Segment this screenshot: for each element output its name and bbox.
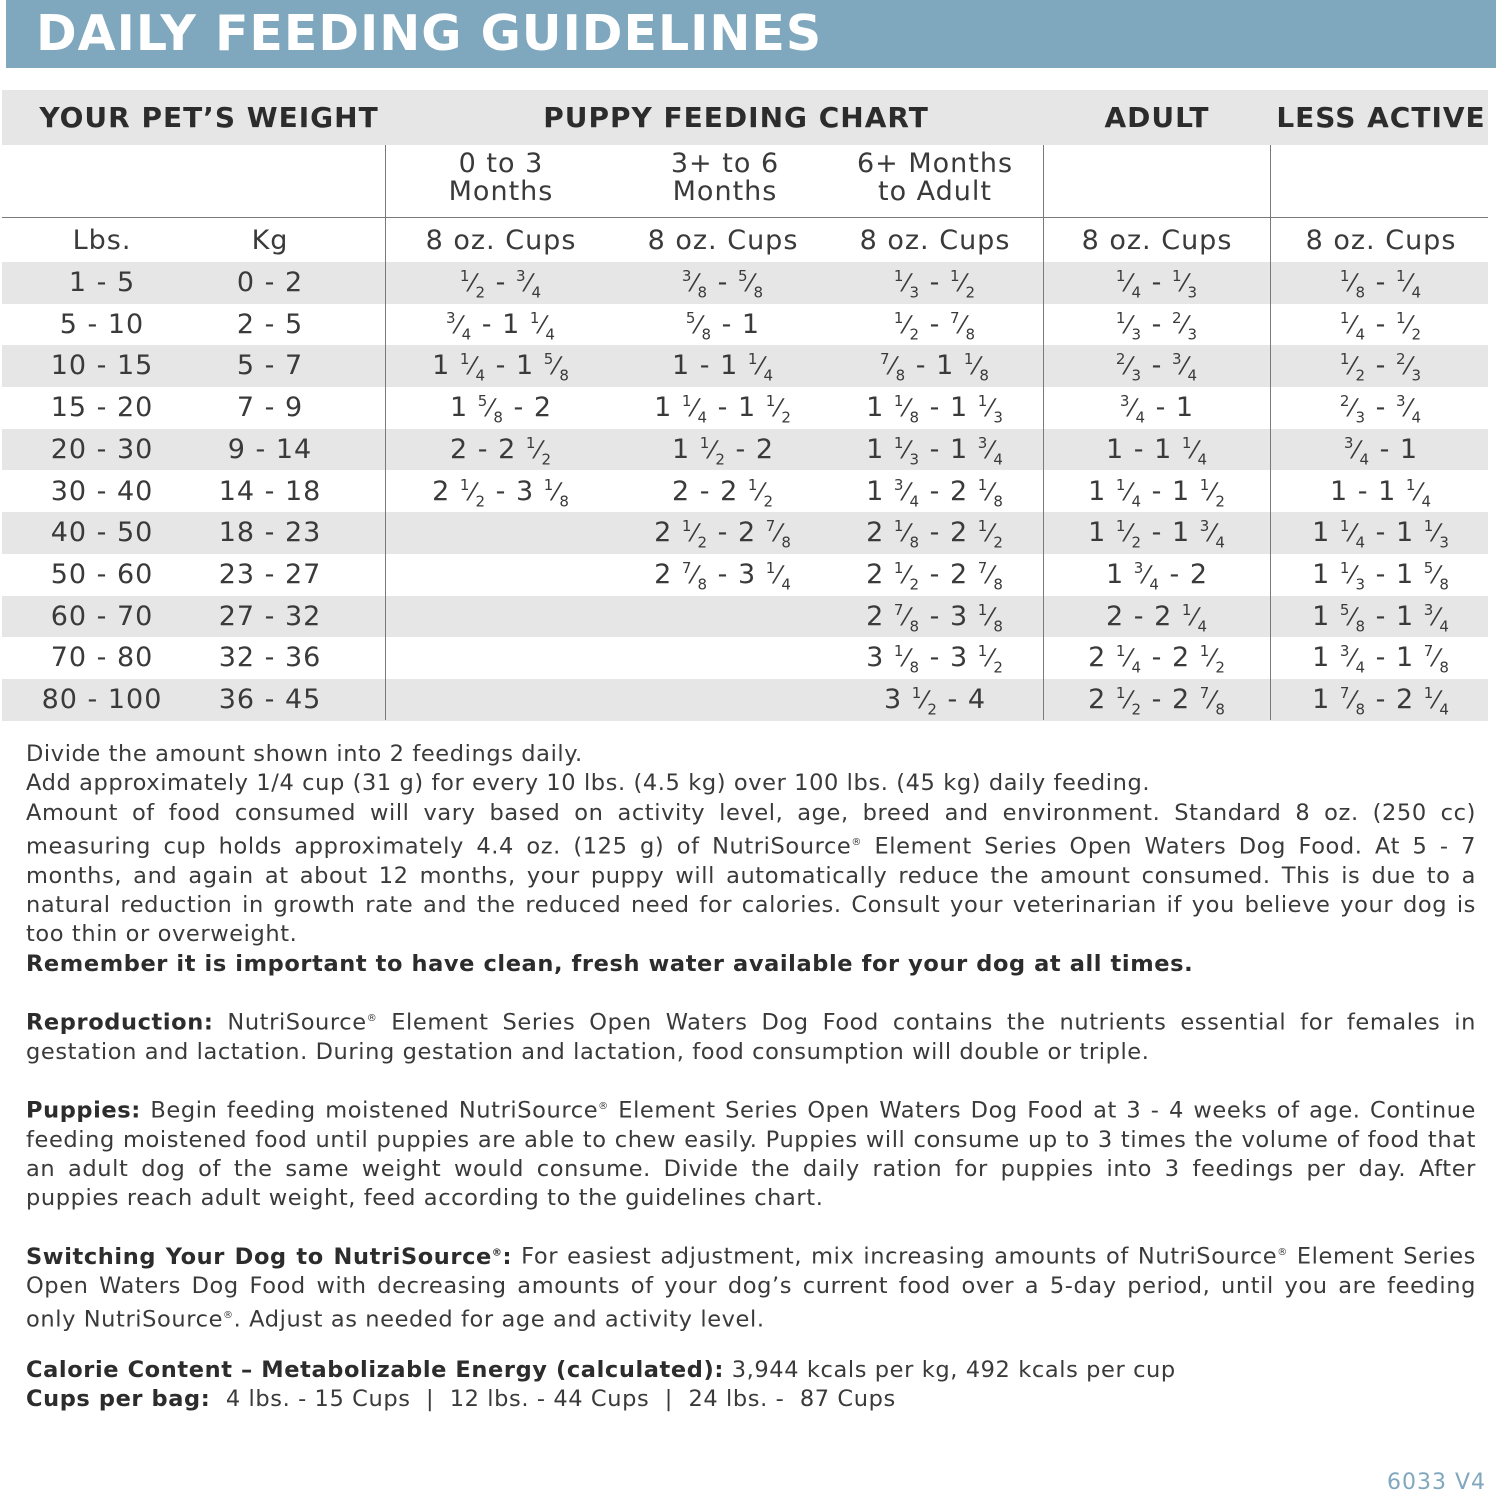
table-cell-cups-adult: 2 $^1⁄_4 - 2$ $^1⁄_2$ bbox=[1088, 642, 1226, 677]
table-cell-cups-less-active: $^3⁄_4 - 1$ bbox=[1343, 433, 1419, 469]
table-cell-cups-3-6 bbox=[608, 679, 838, 721]
table-cell-cups-3-6: 1 $^1⁄_4 - 1$ $^1⁄_2$ bbox=[654, 392, 792, 427]
table-cell-cups-adult: $^1⁄_3$ - $^2⁄_3$ bbox=[1115, 308, 1199, 344]
table-cell-weight-lbs: 30 - 40 bbox=[50, 475, 154, 507]
table-cell-cups-3-6: 2 $^7⁄_8 - 3$ $^1⁄_4$ bbox=[654, 558, 792, 594]
header-weight: YOUR PET’S WEIGHT bbox=[39, 101, 379, 134]
table-cell-cups-3-6: 1 - 1 $^1⁄_4$ bbox=[671, 350, 774, 385]
table-cell-cups-less-active: 1 $^1⁄_4 - 1$ $^1⁄_3$ bbox=[1312, 517, 1450, 552]
table-cell-cups-less-active: 1 $^5⁄_8 - 1$ $^3⁄_4$ bbox=[1312, 600, 1450, 635]
switching-label: Switching Your Dog to NutriSource®: bbox=[26, 1243, 513, 1270]
reproduction-section: Reproduction: NutriSource® Element Series Open Waters Dog Food contains the nutrients essential for females in gestation and lactation. During gestation and lactation, food consumption will double or triple. bbox=[26, 1009, 1476, 1065]
switching-section: Switching Your Dog to NutriSource®: For easiest adjustment, mix increasing amounts of NutriSource® Element Series Open Waters Dog Food with decreasing amounts of your dog’s current food over a 5-day period, until you are feeding only NutriSource®. Adjust as needed for age and activity level. bbox=[26, 1243, 1477, 1333]
table-cell-cups-0-3 bbox=[386, 596, 616, 638]
column-divider bbox=[385, 145, 386, 720]
puppies-label: Puppies: bbox=[26, 1097, 141, 1124]
table-cell-weight-lbs: 5 - 10 bbox=[59, 308, 145, 340]
table-cell-cups-less-active: 1 - 1 $^1⁄_4$ bbox=[1329, 475, 1432, 510]
puppies-section: Puppies: Begin feeding moistened NutriSource® Element Series Open Waters Dog Food at 3 - 4 weeks of age. Continue feeding moistened food until puppies are able to chew easily. Puppies will consume up to 3 times the volume of food that an adult dog of the same weight would consume. Divide the daily ration for puppies into 3 feedings per day. After puppies reach adult weight, feed according to the guidelines chart. bbox=[26, 1097, 1476, 1212]
table-cell-weight-kg: 9 - 14 bbox=[227, 433, 313, 465]
table-cell-cups-0-3: 2 - 2 $^1⁄_2$ bbox=[449, 433, 552, 469]
table-cell-cups-0-3: 1 $^5⁄_8 - 2$ bbox=[449, 392, 552, 427]
note-amount: Amount of food consumed will vary based on activity level, age, breed and environment. Standard 8 oz. (250 cc) measuring cup holds approximately 4.4 oz. (125 g) of NutriSource® Element Series Open Waters Dog Food. At 5 - 7 months, and again at about 12 months, your puppy will automatically reduce the amount consumed. This is due to a natural reduction in growth rate and the reduced need for calories. Consult your veterinarian if you believe your dog is too thin or overweight. bbox=[26, 799, 1477, 948]
note-water: Remember it is important to have clean, fresh water available for your dog at all times. bbox=[26, 950, 1194, 977]
table-cell-weight-kg: 7 - 9 bbox=[236, 392, 304, 424]
feeding-notes bbox=[26, 740, 1476, 979]
table-cell-cups-6-adult: 2 $^1⁄_2 - 2$ $^7⁄_8$ bbox=[866, 558, 1004, 594]
table-cell-cups-adult: 1 $^1⁄_2 - 1$ $^3⁄_4$ bbox=[1088, 517, 1226, 552]
unit-cups-3-6: 8 oz. Cups bbox=[647, 225, 799, 256]
table-cell-weight-kg: 27 - 32 bbox=[218, 600, 322, 632]
table-cell-cups-6-adult: $^1⁄_2$ - $^7⁄_8$ bbox=[893, 308, 977, 344]
cups-per-bag: Cups per bag: 4 lbs. - 15 Cups | 12 lbs. - 44 Cups | 24 lbs. - 87 Cups bbox=[26, 1386, 896, 1413]
table-cell-cups-0-3 bbox=[386, 637, 616, 679]
table-cell-cups-0-3: $^3⁄_4 - 1$ $^1⁄_4$ bbox=[446, 308, 556, 344]
table-cell-weight-kg: 0 - 2 bbox=[236, 267, 304, 298]
table-cell-cups-6-adult: $^1⁄_3$ - $^1⁄_2$ bbox=[893, 267, 977, 302]
table-cell-cups-less-active: 1 $^7⁄_8 - 2$ $^1⁄_4$ bbox=[1312, 684, 1450, 719]
table-cell-cups-3-6: $^5⁄_8 - 1$ bbox=[685, 308, 761, 344]
age-header-6-adult: 6+ Months to Adult bbox=[856, 148, 1014, 207]
table-cell-weight-lbs: 10 - 15 bbox=[50, 350, 154, 382]
table-cell-cups-adult: 2 - 2 $^1⁄_4$ bbox=[1105, 600, 1208, 635]
table-cell-cups-0-3 bbox=[386, 679, 616, 721]
table-cell-cups-adult: $^2⁄_3$ - $^3⁄_4$ bbox=[1115, 350, 1199, 385]
table-cell-weight-kg: 32 - 36 bbox=[218, 642, 322, 674]
table-cell-cups-less-active: 1 $^1⁄_3 - 1$ $^5⁄_8$ bbox=[1312, 558, 1450, 594]
table-cell-cups-3-6: 2 - 2 $^1⁄_2$ bbox=[671, 475, 774, 510]
table-cell-weight-lbs: 60 - 70 bbox=[50, 600, 154, 632]
table-cell-cups-0-3: 1 $^1⁄_4 - 1$ $^5⁄_8$ bbox=[432, 350, 570, 385]
table-cell-cups-less-active: $^2⁄_3$ - $^3⁄_4$ bbox=[1339, 392, 1423, 427]
table-cell-cups-adult: $^3⁄_4 - 1$ bbox=[1119, 392, 1195, 427]
energy-section bbox=[26, 1356, 1476, 1415]
table-cell-weight-lbs: 1 - 5 bbox=[68, 267, 136, 298]
table-cell-cups-less-active: 1 $^3⁄_4 - 1$ $^7⁄_8$ bbox=[1312, 642, 1450, 677]
unit-cups-adult: 8 oz. Cups bbox=[1081, 225, 1233, 256]
page-title: DAILY FEEDING GUIDELINES bbox=[36, 5, 823, 62]
title-banner bbox=[6, 0, 1496, 68]
table-cell-cups-adult: 2 $^1⁄_2 - 2$ $^7⁄_8$ bbox=[1088, 684, 1226, 719]
table-cell-cups-3-6 bbox=[608, 596, 838, 638]
table-cell-cups-less-active: $^1⁄_2$ - $^2⁄_3$ bbox=[1339, 350, 1423, 385]
table-cell-cups-6-adult: 1 $^1⁄_3 - 1$ $^3⁄_4$ bbox=[866, 433, 1004, 469]
table-cell-cups-6-adult: 1 $^1⁄_8 - 1$ $^1⁄_3$ bbox=[866, 392, 1004, 427]
unit-cups-0-3: 8 oz. Cups bbox=[425, 225, 577, 256]
table-cell-cups-less-active: $^1⁄_4$ - $^1⁄_2$ bbox=[1339, 308, 1423, 344]
calorie-content: Calorie Content – Metabolizable Energy (calculated): 3,944 kcals per kg, 492 kcals per cup bbox=[26, 1357, 1176, 1383]
table-cell-cups-6-adult: 1 $^3⁄_4 - 2$ $^1⁄_8$ bbox=[866, 475, 1004, 510]
product-code: 6033 V4 bbox=[1386, 1470, 1486, 1495]
table-cell-weight-kg: 36 - 45 bbox=[218, 684, 322, 715]
table-cell-cups-6-adult: $^7⁄_8 - 1$ $^1⁄_8$ bbox=[880, 350, 990, 385]
table-cell-weight-kg: 14 - 18 bbox=[218, 475, 322, 507]
table-cell-cups-6-adult: 3 $^1⁄_2 - 4$ bbox=[883, 684, 986, 719]
note-divide: Divide the amount shown into 2 feedings daily. bbox=[26, 741, 583, 767]
table-cell-cups-0-3 bbox=[386, 512, 616, 554]
table-cell-cups-3-6: 2 $^1⁄_2 - 2$ $^7⁄_8$ bbox=[654, 517, 792, 552]
table-cell-cups-adult: 1 $^3⁄_4 - 2$ bbox=[1105, 558, 1208, 594]
header-puppy: PUPPY FEEDING CHART bbox=[543, 101, 929, 134]
table-cell-weight-lbs: 15 - 20 bbox=[50, 392, 154, 424]
table-cell-cups-6-adult: 2 $^1⁄_8 - 2$ $^1⁄_2$ bbox=[866, 517, 1004, 552]
unit-kg: Kg bbox=[251, 225, 289, 256]
unit-cups-less-active: 8 oz. Cups bbox=[1305, 225, 1457, 256]
unit-cups-6-adult: 8 oz. Cups bbox=[859, 225, 1011, 256]
table-cell-cups-3-6: $^3⁄_8$ - $^5⁄_8$ bbox=[681, 267, 765, 302]
table-cell-cups-3-6 bbox=[608, 637, 838, 679]
table-cell-cups-adult: 1 $^1⁄_4 - 1$ $^1⁄_2$ bbox=[1088, 475, 1226, 510]
table-cell-cups-6-adult: 2 $^7⁄_8 - 3$ $^1⁄_8$ bbox=[866, 600, 1004, 635]
table-cell-cups-0-3: 2 $^1⁄_2 - 3$ $^1⁄_8$ bbox=[432, 475, 570, 510]
table-divider bbox=[2, 217, 1488, 218]
column-divider bbox=[1270, 145, 1271, 720]
table-cell-cups-adult: $^1⁄_4$ - $^1⁄_3$ bbox=[1115, 267, 1199, 302]
table-cell-weight-kg: 2 - 5 bbox=[236, 308, 304, 340]
unit-lbs: Lbs. bbox=[72, 225, 132, 256]
age-header-3-6: 3+ to 6 Months bbox=[670, 148, 780, 207]
age-header-0-3: 0 to 3 Months bbox=[448, 148, 554, 207]
table-cell-weight-lbs: 70 - 80 bbox=[50, 642, 154, 674]
table-cell-weight-kg: 23 - 27 bbox=[218, 558, 322, 590]
note-extra: Add approximately 1/4 cup (31 g) for every 10 lbs. (4.5 kg) over 100 lbs. (45 kg) daily feeding. bbox=[26, 770, 1151, 797]
table-cell-weight-lbs: 50 - 60 bbox=[50, 558, 154, 590]
table-cell-weight-kg: 18 - 23 bbox=[218, 517, 322, 549]
table-cell-cups-6-adult: 3 $^1⁄_8 - 3$ $^1⁄_2$ bbox=[866, 642, 1004, 677]
table-cell-cups-0-3 bbox=[386, 554, 616, 596]
table-cell-cups-3-6: 1 $^1⁄_2 - 2$ bbox=[671, 433, 774, 469]
table-cell-cups-less-active: $^1⁄_8$ - $^1⁄_4$ bbox=[1339, 267, 1423, 302]
table-cell-cups-adult: 1 - 1 $^1⁄_4$ bbox=[1105, 433, 1208, 469]
table-cell-weight-lbs: 80 - 100 bbox=[41, 684, 163, 715]
column-divider bbox=[1043, 145, 1044, 720]
table-cell-weight-lbs: 20 - 30 bbox=[50, 433, 154, 465]
table-cell-cups-0-3: $^1⁄_2$ - $^3⁄_4$ bbox=[459, 267, 543, 302]
reproduction-label: Reproduction: bbox=[26, 1009, 214, 1036]
header-adult: ADULT bbox=[1104, 101, 1210, 134]
feeding-table bbox=[2, 90, 1488, 720]
table-cell-weight-kg: 5 - 7 bbox=[236, 350, 304, 382]
table-cell-weight-lbs: 40 - 50 bbox=[50, 517, 154, 549]
header-less-active: LESS ACTIVE bbox=[1276, 101, 1486, 134]
